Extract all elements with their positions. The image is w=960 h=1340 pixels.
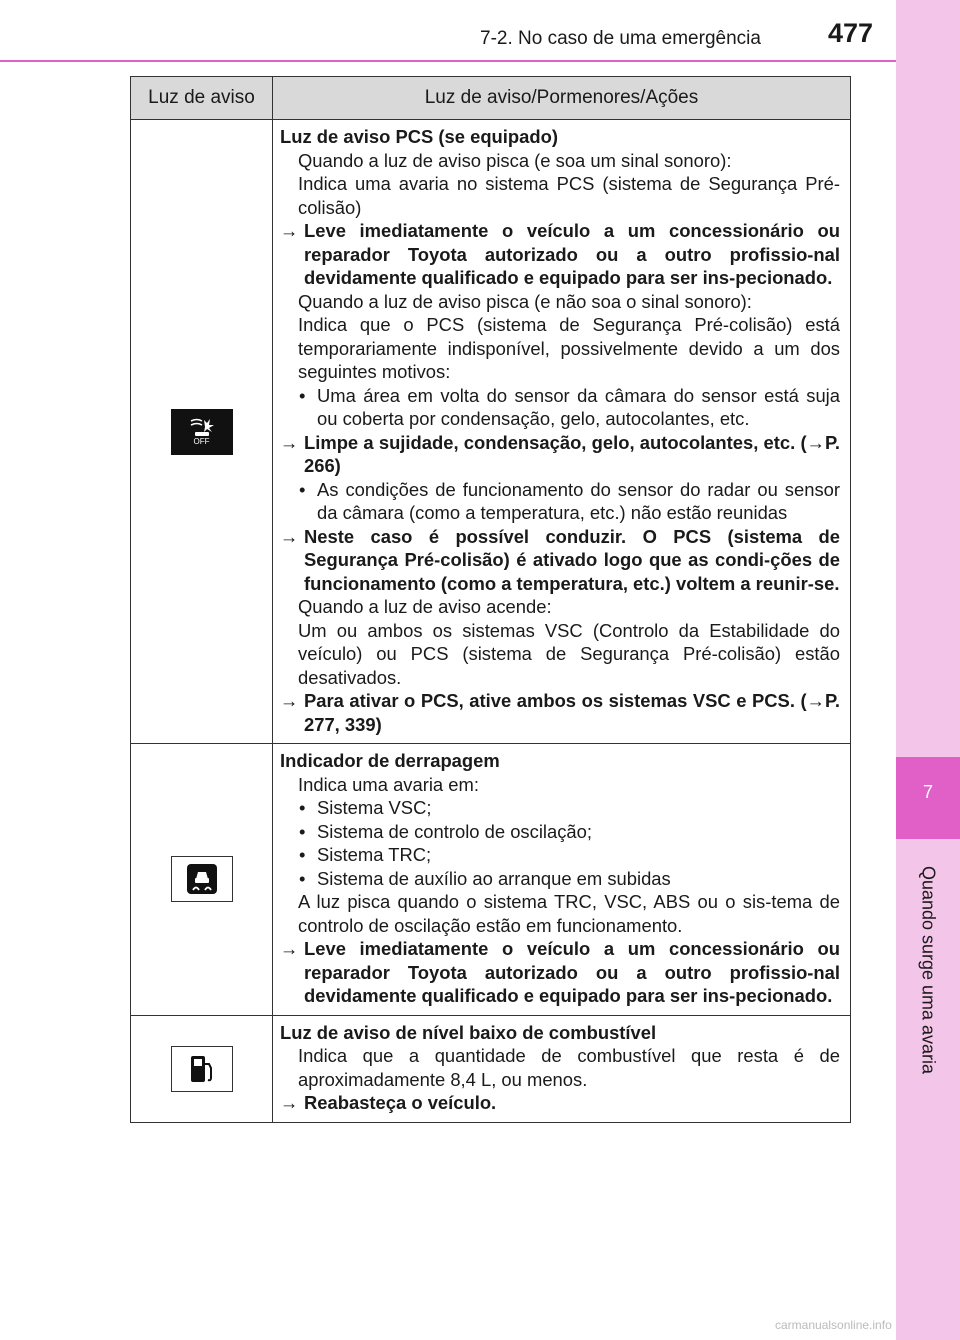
details-cell: [273, 120, 850, 743]
details-cell: [273, 744, 850, 1015]
bullet-item: • Sistema VSC;: [280, 796, 840, 820]
bullet-item: • Sistema TRC;: [280, 843, 840, 867]
table-row: [131, 120, 850, 744]
action-text: [280, 431, 840, 478]
chapter-number: 7: [922, 782, 933, 802]
column-header-light: Luz de aviso: [131, 77, 273, 119]
arrow-icon: →: [280, 431, 299, 453]
action-label: Neste caso é possível conduzir. O PCS (sistema de Segurança Pré-colisão) é ativado logo que as condi-ções de funcionamento (como a temperatura, etc.) voltem a reunir-se.: [304, 525, 840, 594]
details-cell: [273, 1016, 850, 1122]
page-number: 477: [828, 18, 874, 48]
section-title: 7-2. No caso de uma emergência: [480, 28, 761, 49]
watermark: carmanualsonline.info: [775, 1318, 892, 1332]
detail-text: Um ou ambos os sistemas VSC (Controlo da Estabilidade do veículo) ou PCS (sistema de Segurança Pré-colisão) estão desativados.: [298, 619, 840, 688]
table-row: [131, 1016, 850, 1122]
action-text: [280, 525, 840, 596]
action-label: Reabasteça o veículo.: [304, 1092, 497, 1113]
arrow-icon: →: [280, 938, 299, 959]
detail-text: Indica uma avaria no sistema PCS (sistema de Segurança Pré-colisão): [298, 173, 840, 218]
arrow-icon: →: [280, 525, 299, 547]
slip-indicator-icon: [171, 856, 233, 902]
arrow-icon: →: [280, 220, 299, 241]
action-label: Leve imediatamente o veículo a um concessionário ou reparador Toyota autorizado ou a outro profissio-nal devidamente qualificado e equipado para ser ins-pecionado.: [304, 938, 840, 1006]
detail-text: A luz pisca quando o sistema TRC, VSC, ABS ou o sis-tema de controlo de oscilação estão em funcionamento.: [298, 891, 840, 936]
bullet-item: • Sistema de controlo de oscilação;: [280, 820, 840, 844]
table-header: [131, 77, 850, 120]
row-title: Luz de aviso PCS (se equipado): [280, 126, 558, 147]
icon-cell: [131, 744, 273, 1015]
action-text: [280, 937, 840, 1008]
action-text: [280, 689, 840, 736]
action-text: [280, 1091, 840, 1115]
detail-text: Quando a luz de aviso pisca (e soa um sinal sonoro):: [298, 149, 732, 171]
action-text: [280, 219, 840, 290]
bullet-item: • As condições de funcionamento do sensor do radar ou sensor da câmara (como a temperatura, etc.) não estão reunidas: [280, 478, 840, 525]
detail-text: Quando a luz de aviso acende:: [298, 596, 552, 617]
pcs-warning-icon: [171, 409, 233, 455]
icon-cell: [131, 120, 273, 743]
table-row: [131, 744, 850, 1016]
bullet-item: • Sistema de auxílio ao arranque em subidas: [280, 867, 840, 891]
action-label: Leve imediatamente o veículo a um concessionário ou reparador Toyota autorizado ou a outro profissio-nal devidamente qualificado e equipado para ser ins-pecionado.: [304, 220, 840, 288]
header-divider: [0, 60, 896, 62]
side-tab: [896, 0, 960, 1340]
bullet-item: • Uma área em volta do sensor da câmara do sensor está suja ou coberta por condensação, gelo, autocolantes, etc.: [280, 384, 840, 431]
arrow-icon: →: [280, 690, 299, 711]
chapter-label: Quando surge uma avaria: [918, 865, 939, 1075]
detail-text: Indica uma avaria em:: [298, 773, 479, 795]
detail-text: Quando a luz de aviso pisca (e não soa o sinal sonoro):: [298, 290, 752, 312]
detail-text: Indica que a quantidade de combustível que resta é de aproximadamente 8,4 L, ou menos.: [298, 1045, 840, 1090]
fuel-pump-icon: [171, 1046, 233, 1092]
action-label: Para ativar o PCS, ative ambos os sistemas VSC e PCS. (→P. 277, 339): [304, 690, 840, 735]
action-label: Limpe a sujidade, condensação, gelo, autocolantes, etc. (→P. 266): [304, 431, 840, 476]
warning-light-table: [130, 76, 851, 1123]
arrow-icon: →: [280, 1092, 299, 1113]
row-title: Luz de aviso de nível baixo de combustível: [280, 1021, 657, 1043]
icon-cell: [131, 1016, 273, 1122]
column-header-details: Luz de aviso/Pormenores/Ações: [424, 87, 699, 108]
pcs-off-label: OFF: [193, 437, 210, 446]
row-title: Indicador de derrapagem: [280, 750, 500, 771]
detail-text: Indica que o PCS (sistema de Segurança Pré-colisão) está temporariamente indisponível, possivelmente devido a um dos seguintes motivos:: [298, 314, 840, 382]
